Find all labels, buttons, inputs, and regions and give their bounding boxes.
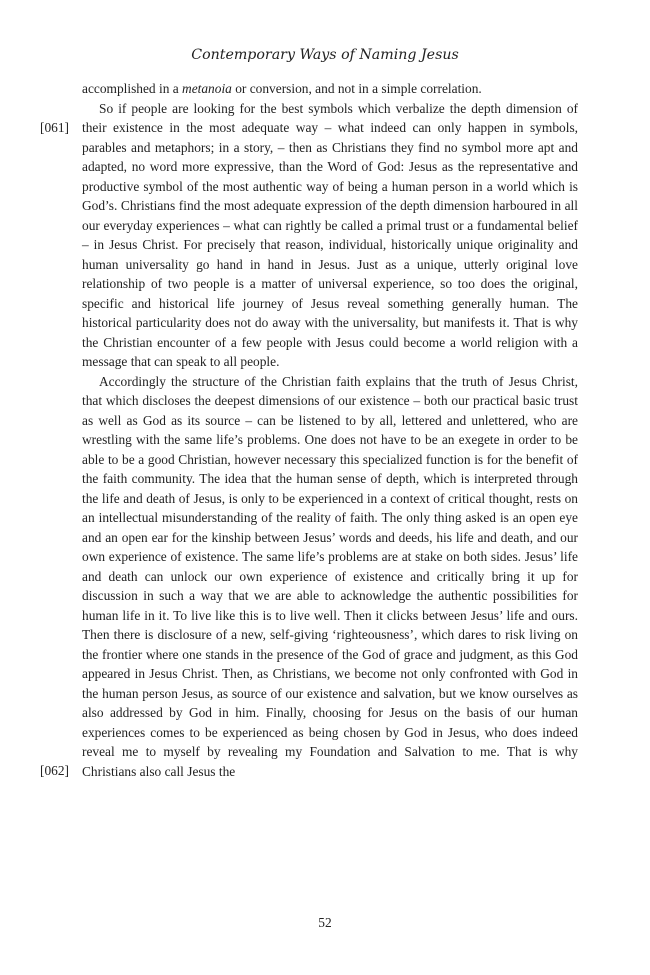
paragraph-text: accomplished in a — [82, 81, 183, 96]
paragraph-symbols: So if people are looking for the best symbols which verbalize the depth dimension of their existence in the most adequate way – what indeed can only happen in symbols, parables and metaphors; in a story, – then as Christians they find no symbol more apt and adapted, no word more expressive, than the Word of God: Jesus as the representative and productive symbol of the most authentic way of being a human person in a world which is God’s. Christians find the most adequate expression of the depth dimension harboured in all our everyday experiences – what can rightly be called a primal trust or a fundamental belief – in Jesus Christ. For precisely that reason, individual, historically unique originality and human universality go hand in hand in Jesus. Just as a unique, utterly original love relationship of two people is a matter of universal experience, so too does the original, specific and historical life journey of Jesus reveal something generally human. The historical particularity does not do away with the universality, but manifests it. That is why the Christian encounter of a few people with Jesus could become a world religion with a message that can speak to all people. — [82, 100, 578, 369]
margin-reference-061: [061] — [40, 120, 70, 135]
body-text — [82, 79, 578, 781]
paragraph-text: or conversion, and not in a simple correlation. — [231, 81, 482, 96]
page-number: 52 — [318, 915, 332, 930]
paragraph-structure-of-faith: Accordingly the structure of the Christian faith explains that the truth of Jesus Christ, that which discloses the deepest dimensions of our existence – both our practical basic trust as well as God as its source – can be listened to by all, lettered and unlettered, who are wrestling with the same life’s problems. One does not have to be an exegete in order to be able to be a good Christian, however necessary this specialized function is for the benefit of the faith community. The idea that the human sense of depth, which is interpreted through the life and death of Jesus, is only to be experienced in a context of critical thought, rests on an intellectual misunderstanding of the reality of faith. The only thing asked is an open eye and an open ear for the kinship between Jesus’ words and deeds, his life and death, and our own experience of existence. The same life’s problems are at stake on both sides. Jesus’ life and death can unlock our own experience of existence and critically bring it up for discussion in such a way that we are able to acknowledge the authentic possibilities for human life in it. To live like this is to live well. Then it clicks between Jesus’ life and ours. Then there is disclosure of a new, self-giving ‘righteousness’, which dares to risk living on the frontier where one stands in the presence of the God of grace and judgment, as this God appeared in Jesus Christ. Then, as Christians, we become not only confronted with God in the human person Jesus, as source of our existence and salvation, but we know ourselves as also addressed by God in him. Finally, choosing for Jesus on the basis of our human experiences comes to be experienced as being chosen by God in Jesus, who does indeed reveal me to myself by revealing my Foundation and Salvation to me. That is why Christians also call Jesus the — [82, 373, 578, 779]
paragraph-continuation — [82, 79, 578, 99]
italic-term: metanoia — [182, 81, 232, 96]
margin-reference-062: [062] — [40, 763, 70, 778]
running-header: Contemporary Ways of Naming Jesus — [191, 47, 459, 63]
